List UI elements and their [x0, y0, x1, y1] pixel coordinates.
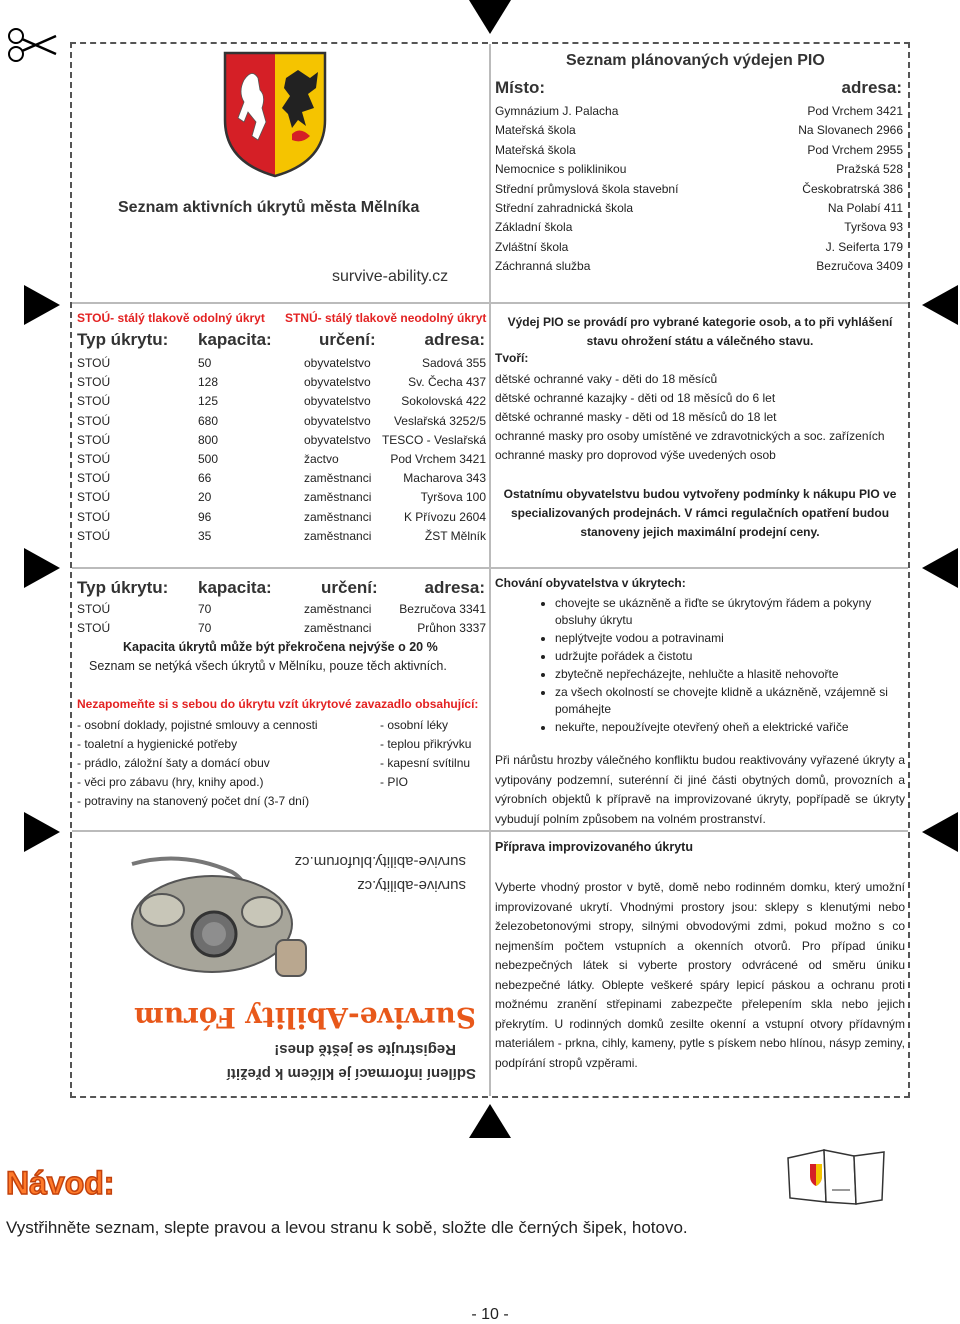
cell-purpose: zaměstnanci: [304, 602, 372, 616]
header-address: adresa:: [424, 330, 485, 349]
cell-capacity: 70: [198, 621, 212, 636]
fold-arrow-left-1-icon: [24, 285, 60, 325]
pio-place: Záchranná služba: [495, 259, 591, 274]
kit-list-right: [380, 716, 490, 792]
coat-of-arms-logo: [222, 50, 328, 178]
header-purpose: určení:: [319, 330, 376, 349]
cell-type: STOÚ: [77, 621, 111, 636]
pio-address: Pod Vrchem 3421: [807, 104, 903, 118]
cell-purpose: obyvatelstvo: [304, 413, 371, 428]
kit-item: - toaletní a hygienické potřeby: [77, 737, 238, 751]
instructions-title: Návod:: [6, 1165, 115, 1201]
table-row: [77, 488, 486, 507]
pio-row: [495, 199, 903, 218]
cell-address: Průhon 3337: [417, 621, 486, 636]
stou-table-2: [77, 600, 486, 638]
kit-item: - PIO: [380, 775, 409, 789]
cell-type: STOÚ: [77, 394, 111, 409]
improv-title: Příprava improvizovaného úkrytu: [495, 840, 693, 854]
cell-capacity: 680: [198, 413, 219, 428]
cell-address: Sokolovská 422: [401, 394, 486, 409]
kit-title: Nezapomeňte si s sebou do úkrytu vzít úkrytové zavazadlo obsahující:: [77, 697, 479, 711]
pio-form-item: ochranné masky pro doprovod výše uvedených osob: [495, 448, 776, 462]
pio-form-item: dětské ochranné masky - děti od 18 měsíců do 18 let: [495, 410, 777, 424]
legend-stou: STOÚ- stálý tlakově odolný úkryt: [77, 311, 265, 325]
pio-forms-label: Tvoří:: [495, 351, 529, 365]
cell-capacity: 125: [198, 394, 219, 409]
pio-place: Mateřská škola: [495, 123, 576, 138]
cell-address: TESCO - Veslařská: [381, 432, 486, 447]
table-row: [77, 373, 486, 392]
pio-row: [495, 141, 903, 160]
ad-register-text: Registrujte se ještě dnes!: [274, 1041, 456, 1058]
cell-address: ŽST Mělník: [424, 528, 486, 543]
behavior-item: • nekuřte, nepoužívejte otevřený oheň a elektrické vařiče: [555, 719, 907, 736]
table-row: [77, 527, 486, 546]
ad-share-text: Sdílení informací je klíčem k přežití: [226, 1065, 476, 1082]
pio-row: [495, 121, 903, 140]
cell-purpose: obyvatelstvo: [304, 394, 371, 409]
cell-purpose: obyvatelstvo: [304, 356, 371, 370]
pio-row: [495, 102, 903, 121]
table-row: [77, 431, 486, 450]
header-type: Typ úkrytu:: [77, 330, 169, 349]
list-note: Seznam se netýká všech úkrytů v Mělníku, pouze těch aktivních.: [89, 659, 447, 673]
fold-arrow-bottom-icon: [469, 1104, 511, 1138]
cell-capacity: 20: [198, 490, 212, 505]
pio-address: Na Polabí 411: [827, 201, 903, 215]
cell-address: K Přívozu 2604: [403, 509, 486, 524]
behavior-item: • udržujte pořádek a čistotu: [555, 648, 907, 665]
header-type: Typ úkrytu:: [77, 578, 169, 597]
cell-type: STOÚ: [77, 356, 111, 370]
pio-row: [495, 218, 903, 237]
cell-purpose: obyvatelstvo: [304, 432, 371, 447]
cell-type: STOÚ: [77, 413, 111, 428]
cell-capacity: 96: [198, 509, 212, 524]
pio-forms-list: [495, 370, 907, 465]
kit-list-left: [77, 716, 377, 811]
folded-leaflet-image: [784, 1146, 888, 1206]
cell-type: STOÚ: [77, 490, 111, 505]
kit-item: - osobní doklady, pojistné smlouvy a cennosti: [77, 718, 318, 732]
forum-ad: [74, 834, 486, 1094]
pio-row: [495, 180, 903, 199]
threat-paragraph: Při nárůstu hrozby válečného konfliktu budou reaktivovány vyřazené úkryty a vytipovány podzemní, suterénní či jiné části obytných domů, provozních a výrobních objektů k přípravě na improvizované úkryty, popřípadě se úkryty vybudují polním způsobem na volném prostranství.: [495, 753, 905, 826]
cell-capacity: 66: [198, 471, 212, 486]
cell-capacity: 70: [198, 602, 212, 616]
ad-url-2: survive-ability.cz: [357, 877, 466, 894]
cell-capacity: 800: [198, 432, 219, 447]
pio-row: [495, 257, 903, 276]
table-row: [77, 469, 486, 488]
fold-line-2: [72, 567, 908, 569]
pio-col-place: Místo:: [495, 78, 546, 97]
pio-row: [495, 238, 903, 257]
cell-capacity: 500: [198, 452, 219, 466]
cell-type: STOÚ: [77, 375, 111, 390]
header-purpose: určení:: [321, 578, 378, 597]
pio-row: [495, 160, 903, 179]
cell-purpose: zaměstnanci: [304, 528, 372, 543]
pio-col-address: adresa:: [841, 78, 902, 97]
cell-type: STOÚ: [77, 602, 111, 616]
behavior-item: • neplýtvejte vodou a potravinami: [555, 630, 907, 647]
cell-type: STOÚ: [77, 509, 111, 524]
pio-issue-text: Výdej PIO se provádí pro vybrané kategorie osob, a to při vyhlášení stavu ohrožení státu a válečného stavu.: [507, 315, 893, 348]
header-address: adresa:: [424, 578, 485, 597]
cell-type: STOÚ: [77, 471, 111, 486]
kit-item: - kapesní svítilnu: [380, 756, 471, 770]
pio-place: Střední průmyslová škola stavební: [495, 181, 679, 196]
fold-arrow-right-2-icon: [922, 548, 958, 588]
cell-purpose: zaměstnanci: [304, 509, 372, 524]
table-row: [77, 508, 486, 527]
pio-address: Na Slovanech 2966: [798, 123, 903, 138]
scissors-icon: [6, 26, 58, 64]
ad-url-1: survive-ability.bluforum.cz: [294, 853, 466, 870]
behavior-item: • zbytečně nepřecházejte, nehlučte a hlasitě nehovořte: [555, 666, 907, 683]
cell-address: Bezručova 3341: [399, 602, 486, 616]
center-fold-line: [489, 44, 491, 1096]
cell-address: Tyršova 100: [420, 490, 486, 505]
pio-form-item: ochranné masky pro osoby umístěné ve zdravotnických a soc. zařízeních: [495, 429, 885, 443]
stou-table: [77, 354, 486, 546]
kit-item: - prádlo, záložní šaty a domácí obuv: [77, 756, 270, 770]
pio-address: Tyršova 93: [844, 220, 903, 235]
pio-place: Zvláštní škola: [495, 239, 569, 254]
cell-purpose: žactvo: [304, 452, 339, 466]
capacity-note: Kapacita úkrytů může být překročena nejvýše o 20 %: [123, 640, 438, 654]
pio-list: [495, 102, 903, 278]
kit-item: - osobní léky: [380, 718, 449, 732]
cell-type: STOÚ: [77, 432, 111, 447]
kit-item: - věci pro zábavu (hry, knihy apod.): [77, 775, 264, 789]
behavior-title: Chování obyvatelstva v úkrytech:: [495, 576, 686, 590]
pio-purchase-text: Ostatnímu obyvatelstvu budou vytvořeny podmínky k nákupu PIO ve specializovaných prodejnách. V rámci regulačních opatření budou stanoveny jejich maximální prodejní ceny.: [503, 487, 897, 539]
table-row: [77, 354, 486, 373]
behavior-item: • chovejte se ukázněně a řiďte se úkrytovým řádem a pokyny obsluhy úkrytu: [555, 595, 907, 629]
pio-address: Českobratrská 386: [802, 181, 903, 196]
fold-arrow-left-3-icon: [24, 812, 60, 852]
fold-line-3: [72, 830, 908, 832]
kit-item: - teplou přikrývku: [380, 737, 472, 751]
pio-place: Mateřská škola: [495, 142, 576, 157]
pio-form-item: dětské ochranné vaky - děti do 18 měsíců: [495, 372, 718, 386]
cell-purpose: zaměstnanci: [304, 471, 372, 486]
fold-line-1: [72, 302, 908, 304]
table-row: [77, 450, 486, 469]
site-logo-text: survive-ability.cz: [332, 268, 449, 285]
cell-address: Pod Vrchem 3421: [390, 452, 486, 466]
page-number: - 10 -: [471, 1306, 509, 1323]
pio-form-item: dětské ochranné kazajky - děti od 18 měsíců do 6 let: [495, 391, 776, 405]
kit-item: - potraviny na stanovený počet dní (3-7 dní): [77, 794, 310, 808]
fold-arrow-top-icon: [469, 0, 511, 34]
cell-address: Sadová 355: [421, 356, 486, 370]
cell-purpose: obyvatelstvo: [304, 375, 371, 390]
cell-address: Sv. Čecha 437: [408, 375, 486, 390]
cell-capacity: 35: [198, 528, 212, 543]
legend-stnu: STNÚ- stálý tlakově neodolný úkryt: [285, 311, 487, 325]
pio-address: Bezručova 3409: [816, 259, 903, 274]
cell-type: STOÚ: [77, 528, 111, 543]
pio-address: J. Seiferta 179: [825, 239, 903, 254]
ad-forum-title: Survive-Ability Fórum: [134, 1001, 476, 1034]
shelters-title: Seznam aktivních úkrytů města Mělníka: [118, 199, 420, 216]
cell-capacity: 128: [198, 375, 219, 390]
pio-address: Pražská 528: [836, 162, 903, 177]
instructions-text: Vystřihněte seznam, slepte pravou a levou stranu k sobě, složte dle černých šipek, hotovo.: [6, 1218, 688, 1237]
table-row: [77, 412, 486, 431]
cell-purpose: zaměstnanci: [304, 621, 372, 636]
pio-place: Základní škola: [495, 220, 573, 235]
behavior-item: • za všech okolností se chovejte klidně a ukázněně, vzájemně si pomáhejte: [555, 684, 907, 718]
cell-type: STOÚ: [77, 452, 111, 466]
table-row: [77, 600, 486, 619]
cell-address: Macharova 343: [403, 471, 486, 486]
fold-arrow-left-2-icon: [24, 548, 60, 588]
table-header-2: [77, 578, 487, 602]
table-row: [77, 392, 486, 411]
cell-capacity: 50: [198, 356, 212, 370]
pio-place: Střední zahradnická škola: [495, 201, 634, 215]
cell-purpose: zaměstnanci: [304, 490, 372, 505]
fold-arrow-right-3-icon: [922, 812, 958, 852]
behavior-list: [525, 595, 907, 737]
gas-mask-image: [102, 854, 312, 984]
pio-place: Nemocnice s poliklinikou: [495, 162, 627, 177]
pio-place: Gymnázium J. Palacha: [495, 104, 619, 118]
fold-arrow-right-1-icon: [922, 285, 958, 325]
pio-address: Pod Vrchem 2955: [807, 142, 903, 157]
cell-address: Veslařská 3252/5: [393, 413, 486, 428]
header-capacity: kapacita:: [198, 330, 272, 349]
table-row: [77, 619, 486, 638]
pio-title: Seznam plánovaných výdejen PIO: [566, 52, 825, 69]
header-capacity: kapacita:: [198, 578, 272, 597]
table-header-1: [77, 330, 487, 354]
improv-paragraph: Vyberte vhodný prostor v bytě, domě nebo rodinném domku, který umožní improvizované ukrytí. Vhodnými prostory jsou: sklepy s klenutými nebo železobetonovými stropy, silnými obvodovými zdmi, pokud možno s co nejmenším počtem vstupních a okenních otvorů. Pro případ úniku nebezpečných látek si vyberte prostory odvrácené od směru úniku nebezpečné látky. Oblepte veškeré spáry lepicí páskou a ochranu proti možnému zranění střepinami zabezpečte přelepením skla nebo jejich překrytím. U rodinných domků zesilte okenní a vstupní otvory přídavným materiálem - prkna, cihly, kameny, pytle s pískem nebo hlínou, násyp zeminy, podpírání stropů vzpěrami.: [495, 880, 905, 1070]
